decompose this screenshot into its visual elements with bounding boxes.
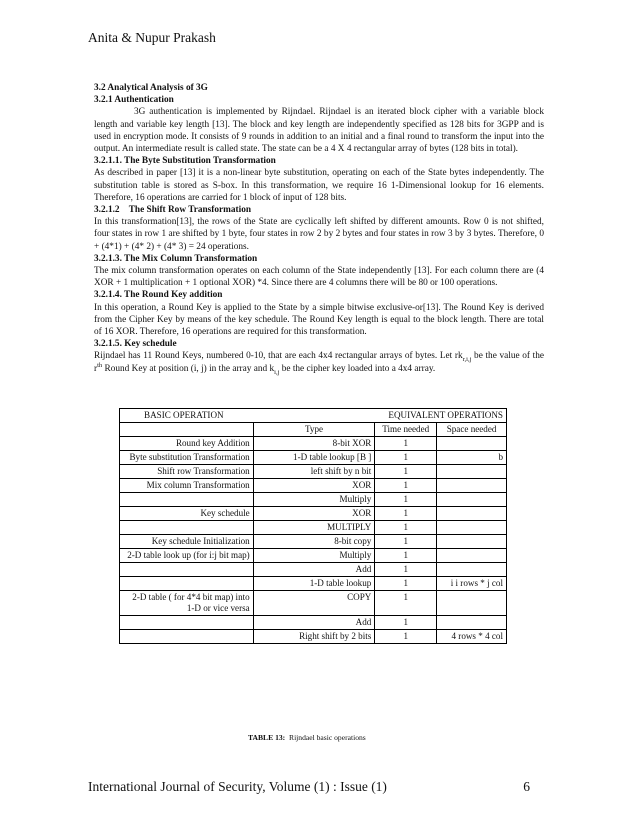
cell-space [437, 493, 507, 507]
cell-space [437, 535, 507, 549]
cell-space [437, 437, 507, 451]
cell-basic-operation [120, 577, 254, 591]
cell-basic-operation: Key schedule [120, 507, 254, 521]
table-row [120, 630, 507, 644]
cell-time: 1 [375, 591, 437, 616]
cell-time: 1 [375, 521, 437, 535]
table-subheader-row [120, 423, 507, 437]
cell-space [437, 465, 507, 479]
table-row [120, 535, 507, 549]
cell-type: 1-D table lookup [B ] [253, 451, 375, 465]
cell-time: 1 [375, 535, 437, 549]
cell-basic-operation [120, 616, 254, 630]
table-row [120, 507, 507, 521]
cell-time: 1 [375, 577, 437, 591]
page-footer [88, 779, 530, 795]
subsection-heading: 3.2.1.3. The Mix Column Transformation [94, 253, 258, 264]
table-row [120, 465, 507, 479]
cell-time: 1 [375, 479, 437, 493]
text-run: Round Key at position (i, j) in the array and k [102, 363, 275, 374]
cell-basic-operation [120, 521, 254, 535]
cell-time: 1 [375, 451, 437, 465]
cell-time: 1 [375, 549, 437, 563]
cell-type: Add [253, 616, 375, 630]
paragraph-shift-row: In this transformation[13], the rows of the State are cyclically left shifted by different amounts. Row 0 is not shifted, four states in row 1 are shifted by 1 byte, four states in row 2 by 2 bytes and four states in row 3 by 3 bytes. Therefore, 0 + (4*1) + (4* 2) + (4* 3) = 24 operations. [94, 217, 544, 252]
table-row [120, 577, 507, 591]
cell-time: 1 [375, 465, 437, 479]
cell-space [437, 479, 507, 493]
cell-basic-operation: 2-D table ( for 4*4 bit map) into 1-D or vice versa [120, 591, 254, 616]
paragraph-round-key: In this operation, a Round Key is applied to the State by a simple bitwise exclusive-or[13]. The Round Key is derived from the Cipher Key by means of the key schedule. The Round Key length is equal to the block length. There are total of 16 XOR. Therefore, 16 operations are required for this transformation. [94, 302, 544, 338]
cell-time: 1 [375, 630, 437, 644]
cell-time: 1 [375, 616, 437, 630]
page-number: 6 [523, 779, 530, 794]
header-equivalent-operations: EQUIVALENT OPERATIONS [253, 409, 506, 423]
caption-text: Rijndael basic operations [285, 733, 366, 742]
cell-type: MULTIPLY [253, 521, 375, 535]
table-row [120, 479, 507, 493]
cell-basic-operation: 2-D table look up (for i:j bit map) [120, 549, 254, 563]
cell-space: b [437, 451, 507, 465]
cell-time: 1 [375, 507, 437, 521]
table-row [120, 437, 507, 451]
cell-basic-operation: Shift row Transformation [120, 465, 254, 479]
table-row [120, 591, 507, 616]
cell-basic-operation [120, 493, 254, 507]
subheader-space: Space needed [437, 423, 507, 437]
cell-space: 4 rows * 4 col [437, 630, 507, 644]
cell-basic-operation: Byte substitution Transformation [120, 451, 254, 465]
cell-type: XOR [253, 479, 375, 493]
cell-space [437, 521, 507, 535]
cell-basic-operation: Key schedule Initialization [120, 535, 254, 549]
paragraph-mix-column: The mix column transformation operates on each column of the State independently [13]. For each column there are (4 XOR + 1 multiplication + 1 optional XOR) *4. Since there are 4 columns there will be 80 or 100 operations. [94, 266, 544, 289]
subsection-heading: 3.2.1.2 The Shift Row Transformation [94, 205, 252, 216]
table-row [120, 549, 507, 563]
subheader-empty [120, 423, 254, 437]
cell-basic-operation: Mix column Transformation [120, 479, 254, 493]
journal-citation: International Journal of Security, Volume (1) : Issue (1) [88, 779, 387, 794]
cell-space [437, 549, 507, 563]
cell-time: 1 [375, 563, 437, 577]
subheader-type: Type [253, 423, 375, 437]
body-text [94, 82, 544, 375]
cell-space [437, 507, 507, 521]
header-basic-operation: BASIC OPERATION [120, 409, 254, 423]
cell-space [437, 563, 507, 577]
table-row [120, 521, 507, 535]
section-heading: 3.2 Analytical Analysis of 3G [94, 83, 208, 93]
subheader-time: Time needed [375, 423, 437, 437]
cell-basic-operation [120, 563, 254, 577]
running-header: Anita & Nupur Prakash [88, 30, 216, 45]
cell-time: 1 [375, 493, 437, 507]
caption-label: TABLE 13: [248, 733, 286, 742]
paragraph-key-schedule [94, 350, 544, 374]
table-row [120, 616, 507, 630]
table-row [120, 493, 507, 507]
cell-type: 1-D table lookup [253, 577, 375, 591]
text-run: be the cipher key loaded into a 4x4 array. [279, 363, 436, 374]
rijndael-operations-table [119, 408, 507, 644]
table-row [120, 451, 507, 465]
subsection-heading: 3.2.1.4. The Round Key addition [94, 290, 223, 301]
cell-type: COPY [253, 591, 375, 616]
subsection-heading: 3.2.1.1. The Byte Substitution Transformation [94, 156, 276, 167]
text-run: Rijndael has 11 Round Keys, numbered 0-10, that are each 4x4 rectangular arrays of bytes. Let rk [94, 351, 463, 362]
cell-type: Multiply [253, 549, 375, 563]
cell-type: 8-bit XOR [253, 437, 375, 451]
cell-space: i i rows * j col [437, 577, 507, 591]
cell-type: left shift by n bit [253, 465, 375, 479]
superscript: th [97, 361, 103, 369]
subsection-heading: 3.2.1 Authentication [94, 95, 174, 106]
cell-space [437, 591, 507, 616]
table-header-row [120, 409, 507, 423]
paragraph-authentication: 3G authentication is implemented by Rijndael. Rijndael is an iterated block cipher with a variable block length and variable key length [13]. The block and key length are independently specified as 128 bits for 3GPP and is used in encryption mode. It consists of 9 rounds in addition to an initial and a final round to transform the input into the output. An intermediate result is called state. The state can be a 4 X 4 rectangular array of bytes (128 bits in total). [94, 107, 544, 155]
cell-basic-operation [120, 630, 254, 644]
cell-type: 8-bit copy [253, 535, 375, 549]
text-run: be the value of the r [94, 351, 545, 374]
cell-basic-operation: Round key Addition [120, 437, 254, 451]
cell-type: Multiply [253, 493, 375, 507]
table-caption [248, 733, 366, 742]
cell-space [437, 616, 507, 630]
cell-time: 1 [375, 437, 437, 451]
subscript: i,j [274, 368, 280, 376]
subscript: r,i,j [462, 356, 472, 364]
cell-type: Right shift by 2 bits [253, 630, 375, 644]
table-row [120, 563, 507, 577]
subsection-heading: 3.2.1.5. Key schedule [94, 339, 177, 350]
cell-type: Add [253, 563, 375, 577]
cell-type: XOR [253, 507, 375, 521]
paragraph-byte-substitution: As described in paper [13] it is a non-linear byte substitution, operating on each of the State bytes independently. The substitution table is stored as S-box. In this transformation, we require 16 1-Dimensional lookup for 16 elements. Therefore, 16 operations are carried for 1 block of input of 128 bits. [94, 168, 544, 203]
